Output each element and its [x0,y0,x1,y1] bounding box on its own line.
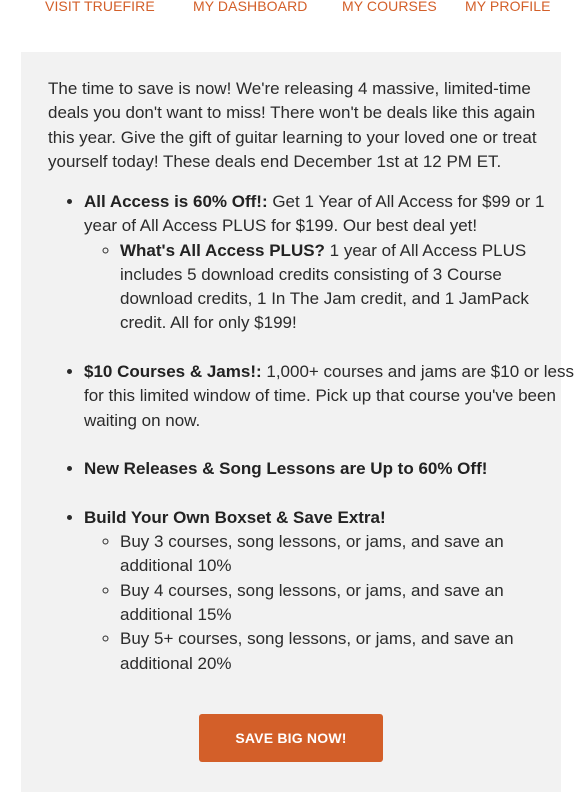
deal-title: Build Your Own Boxset & Save Extra! [84,507,386,527]
deal-item-new-releases [84,457,579,481]
deal-title: New Releases & Song Lessons are Up to 60% Off! [84,459,488,479]
deal-subitem-title: What's All Access PLUS? [120,240,325,260]
deal-subitem [120,239,579,336]
save-big-now-button[interactable]: SAVE BIG NOW! [199,714,383,762]
deal-item-boxset [84,506,579,676]
promo-card [21,52,574,792]
deal-subitem-text: 1 year of All Access PLUS includes 5 download credits consisting of 3 Course download credits, 1 In The Jam credit, and 1 JamPack credit. All for only $199! [120,240,529,333]
deal-subitem: ◦ Buy 5+ courses, song lessons, or jams, and save an additional 20% [120,627,579,676]
deal-title: All Access is 60% Off!: [84,192,268,211]
deals-list [46,190,579,676]
deal-subitem: ◦ Buy 4 courses, song lessons, or jams, and save an additional 15% [120,579,579,628]
deal-text: Get 1 Year of All Access for $99 or 1 year of All Access PLUS for $199. Our best deal yet! [84,192,545,236]
deal-sublist [84,239,579,336]
intro-paragraph: The time to save is now! We're releasing 4 massive, limited-time deals you don't want to miss! There won't be deals like this again this year. Give the gift of guitar learning to your loved one or treat yourself today! These deals end December 1st at 12 PM ET. [48,79,537,171]
deal-title: $10 Courses & Jams!: [84,362,262,382]
deal-text: 1,000+ courses and jams are $10 or less for this limited window of time. Pick up that course you've been waiting on now. [84,362,574,430]
deal-item-all-access [84,190,579,336]
top-navigation [0,0,580,20]
nav-link-my-dashboard[interactable]: MY DASHBOARD [193,0,308,14]
nav-link-my-courses[interactable]: MY COURSES [342,0,437,14]
deal-sublist [84,530,579,676]
nav-link-visit-truefire[interactable]: VISIT TRUEFIRE [45,0,155,14]
deal-subitem: ◦ Buy 3 courses, song lessons, or jams, and save an additional 10% [120,530,579,579]
deal-item-ten-dollar [84,360,579,433]
nav-link-my-profile[interactable]: MY PROFILE [465,0,551,14]
